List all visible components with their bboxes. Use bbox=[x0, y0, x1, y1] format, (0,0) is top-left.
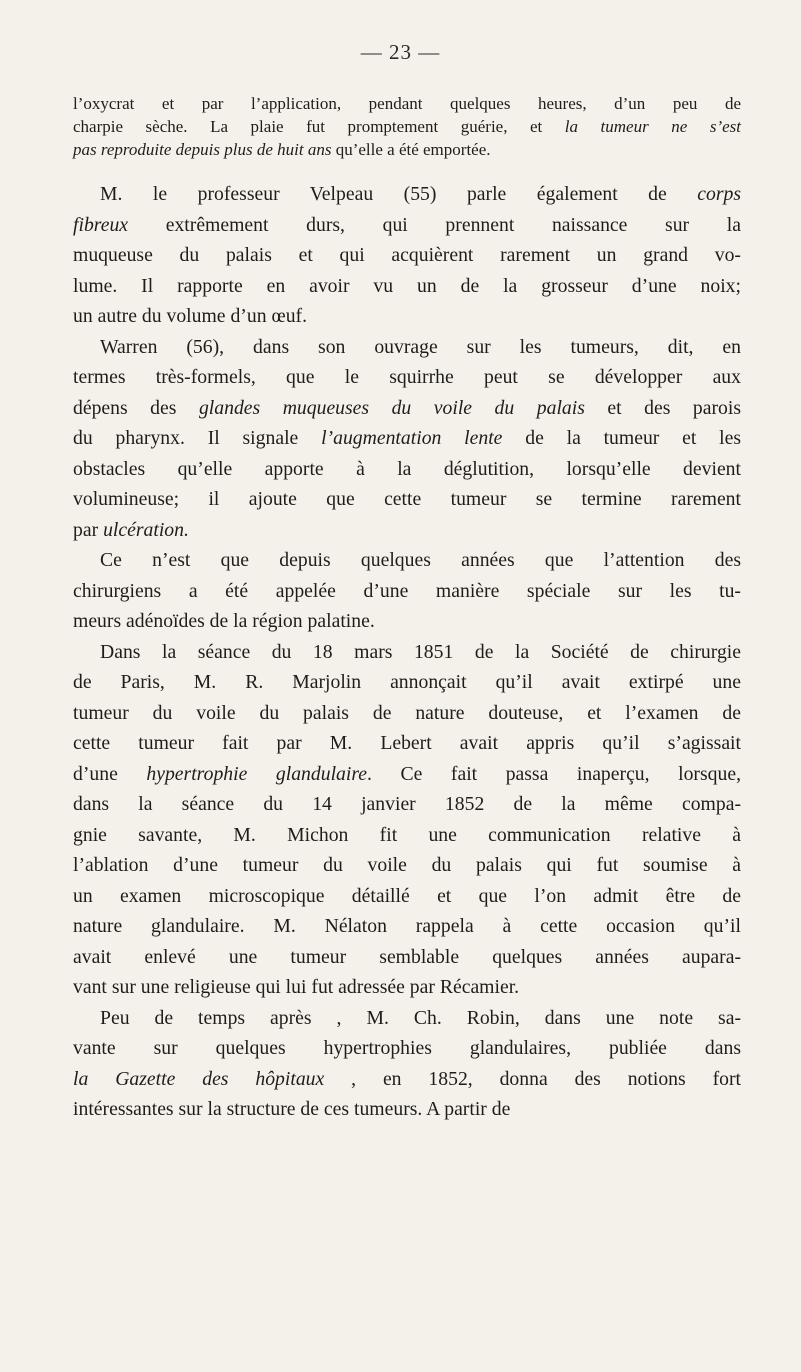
text-run: Warren (56), dans son ouvrage sur les tumeurs, dit, en bbox=[100, 335, 741, 358]
text-run: tumeur du voile du palais de nature douteuse, et l’examen de bbox=[73, 701, 741, 724]
text-line bbox=[73, 576, 741, 607]
text-line bbox=[73, 728, 741, 759]
paragraph bbox=[73, 92, 741, 161]
body-text bbox=[73, 92, 741, 1125]
text-line bbox=[73, 332, 741, 363]
text-run: vant sur une religieuse qui lui fut adressée par Récamier. bbox=[73, 976, 520, 998]
text-run: Peu de temps après , M. Ch. Robin, dans une note sa- bbox=[100, 1006, 741, 1029]
text-run: dans la séance du 14 janvier 1852 de la même compa- bbox=[73, 793, 741, 815]
text-run: Dans la séance du 18 mars 1851 de la Société de chirurgie bbox=[100, 640, 741, 663]
text-run: gnie savante, M. Michon fit une communication relative à bbox=[73, 823, 741, 846]
text-line bbox=[73, 1094, 741, 1125]
text-run: du pharynx. Il signale bbox=[73, 427, 322, 449]
text-run: lume. Il rapporte en avoir vu un de la grosseur d’une noix; bbox=[73, 274, 741, 297]
text-run: avait enlevé une tumeur semblable quelques années aupara- bbox=[73, 945, 741, 968]
text-line bbox=[73, 423, 741, 454]
text-line bbox=[73, 850, 741, 881]
text-line bbox=[73, 759, 741, 790]
text-line bbox=[73, 1003, 741, 1034]
paragraph bbox=[73, 637, 741, 1003]
paragraph bbox=[73, 1003, 741, 1125]
italic-text: l’augmentation lente bbox=[321, 427, 503, 449]
text-line bbox=[73, 210, 741, 241]
text-line bbox=[73, 606, 741, 637]
text-run: dépens des bbox=[73, 396, 199, 419]
text-line bbox=[73, 637, 741, 668]
text-line bbox=[73, 115, 741, 138]
text-run: , en 1852, donna des notions fort bbox=[324, 1067, 742, 1090]
text-run: un autre du volume d’un œuf. bbox=[73, 305, 308, 327]
text-run: . Ce fait passa inaperçu, lorsque, bbox=[367, 762, 741, 785]
text-run: vante sur quelques hypertrophies glandulaires, publiée dans bbox=[73, 1037, 741, 1059]
text-line bbox=[73, 698, 741, 729]
text-line bbox=[73, 545, 741, 576]
text-line bbox=[73, 942, 741, 973]
text-run: de la tumeur et les bbox=[502, 427, 742, 449]
text-run: intéressantes sur la structure de ces tumeurs. A partir de bbox=[73, 1098, 511, 1120]
text-line bbox=[73, 972, 741, 1003]
text-run: volumineuse; il ajoute que cette tumeur se termine rarement bbox=[73, 488, 741, 510]
text-line bbox=[73, 240, 741, 271]
text-line bbox=[73, 271, 741, 302]
text-line bbox=[73, 820, 741, 851]
italic-text: corps bbox=[697, 183, 741, 205]
text-run: de Paris, M. R. Marjolin annonçait qu’il avait extirpé une bbox=[73, 671, 741, 693]
text-run: charpie sèche. La plaie fut promptement guérie, et bbox=[73, 117, 565, 136]
text-run: chirurgiens a été appelée d’une manière spéciale sur les tu- bbox=[73, 579, 741, 602]
text-line bbox=[73, 881, 741, 912]
text-line bbox=[73, 362, 741, 393]
italic-text: glandes muqueuses du voile du palais bbox=[198, 396, 585, 419]
italic-text: ulcération. bbox=[103, 518, 189, 541]
text-line bbox=[73, 911, 741, 942]
italic-text: la Gazette des hôpitaux bbox=[73, 1067, 325, 1090]
text-line bbox=[73, 301, 741, 332]
text-line bbox=[73, 484, 741, 515]
text-line bbox=[73, 454, 741, 485]
paragraph bbox=[73, 179, 741, 332]
text-line bbox=[73, 789, 741, 820]
italic-text: hypertrophie glandulaire bbox=[146, 762, 368, 785]
italic-text: pas reproduite depuis plus de huit ans bbox=[73, 140, 332, 159]
text-line bbox=[73, 667, 741, 698]
text-line bbox=[73, 515, 741, 546]
text-run: meurs adénoïdes de la région palatine. bbox=[73, 610, 375, 632]
text-run: nature glandulaire. M. Nélaton rappela à cette occasion qu’il bbox=[73, 915, 741, 937]
text-line bbox=[73, 138, 741, 161]
text-line bbox=[73, 179, 741, 210]
text-run: qu’elle a été emportée. bbox=[331, 140, 491, 159]
text-run: M. le professeur Velpeau (55) parle également de bbox=[100, 183, 698, 205]
italic-text: fibreux bbox=[73, 213, 129, 236]
page-number: — 23 — bbox=[360, 40, 441, 64]
text-run: Ce n’est que depuis quelques années que l’attention des bbox=[100, 549, 741, 571]
text-run: d’une bbox=[73, 762, 147, 785]
paragraph bbox=[73, 332, 741, 546]
text-run: par bbox=[73, 518, 104, 541]
text-run: extrêmement durs, qui prennent naissance sur la bbox=[128, 213, 741, 236]
text-run: l’ablation d’une tumeur du voile du palais qui fut soumise à bbox=[73, 854, 741, 876]
text-run: muqueuse du palais et qui acquièrent rarement un grand vo- bbox=[73, 244, 741, 266]
text-run: l’oxycrat et par l’application, pendant quelques heures, d’un peu de bbox=[73, 94, 741, 113]
text-line bbox=[73, 393, 741, 424]
text-run: termes très-formels, que le squirrhe peut se développer aux bbox=[73, 366, 741, 388]
paragraph bbox=[73, 545, 741, 637]
text-line bbox=[73, 92, 741, 115]
italic-text: la tumeur ne s’est bbox=[564, 117, 741, 136]
text-line bbox=[73, 1033, 741, 1064]
text-run: obstacles qu’elle apporte à la déglutition, lorsqu’elle devient bbox=[73, 457, 741, 480]
text-run: cette tumeur fait par M. Lebert avait appris qu’il s’agissait bbox=[73, 732, 741, 754]
text-run: et des parois bbox=[584, 396, 741, 419]
text-line bbox=[73, 1064, 741, 1095]
text-run: un examen microscopique détaillé et que l’on admit être de bbox=[73, 884, 741, 907]
